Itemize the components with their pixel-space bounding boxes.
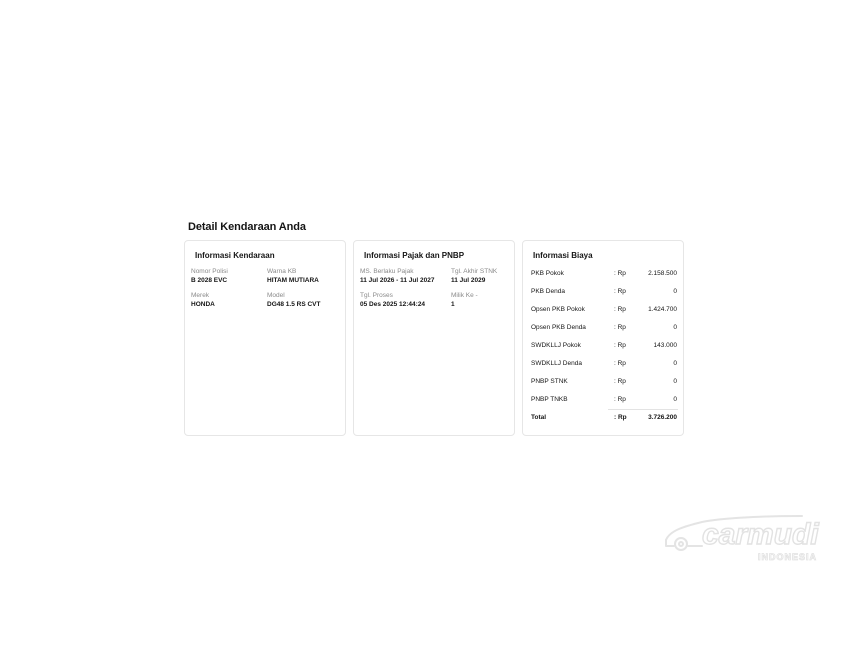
tgl-proses-value: 05 Des 2025 12:44:24 <box>360 301 426 308</box>
fee-currency: : Rp <box>614 270 626 277</box>
warna-kb-field <box>267 268 319 286</box>
fee-name: SWDKLLJ Denda <box>531 360 582 367</box>
ms-berlaku-value: 11 Jul 2026 - 11 Jul 2027 <box>360 277 435 284</box>
merek-value: HONDA <box>191 301 215 308</box>
fee-row <box>531 360 677 370</box>
fee-amount: 0 <box>673 360 677 367</box>
fee-amount: 0 <box>673 324 677 331</box>
fee-row <box>531 288 677 298</box>
fee-info-title: Informasi Biaya <box>533 251 593 260</box>
tgl-akhir-stnk-value: 11 Jul 2029 <box>451 277 486 284</box>
fee-currency: : Rp <box>614 378 626 385</box>
fee-row <box>531 342 677 352</box>
milik-ke-label: Milik Ke - <box>451 292 478 299</box>
fee-total-name: Total <box>531 414 547 421</box>
tgl-akhir-stnk-label: Tgl. Akhir STNK <box>451 268 498 275</box>
fee-total-row <box>531 414 677 424</box>
merek-label: Merek <box>191 292 210 299</box>
fee-name: Opsen PKB Pokok <box>531 306 585 313</box>
fee-currency: : Rp <box>614 306 626 313</box>
fee-name: PNBP TNKB <box>531 396 568 403</box>
fee-currency: : Rp <box>614 324 626 331</box>
fee-amount: 0 <box>673 378 677 385</box>
fee-row <box>531 270 677 280</box>
fee-row <box>531 396 677 406</box>
fee-currency: : Rp <box>614 342 626 349</box>
fee-row <box>531 306 677 316</box>
warna-kb-label: Warna KB <box>267 268 297 275</box>
tgl-akhir-stnk-field <box>451 268 497 286</box>
fee-info-card <box>522 240 684 436</box>
model-value: DG48 1.5 RS CVT <box>267 301 321 308</box>
fee-total-amount: 3.726.200 <box>648 414 677 421</box>
carmudi-watermark-logo <box>662 510 844 566</box>
car-outline-front <box>666 540 674 546</box>
fee-name: PKB Denda <box>531 288 565 295</box>
fee-row <box>531 378 677 388</box>
fee-name: Opsen PKB Denda <box>531 324 586 331</box>
fee-name: PKB Pokok <box>531 270 564 277</box>
fee-total-divider <box>608 409 678 410</box>
nomor-polisi-label: Nomor Polisi <box>191 268 228 275</box>
model-label: Model <box>267 292 285 299</box>
car-wheel-front-icon <box>675 538 687 550</box>
fee-currency: : Rp <box>614 396 626 403</box>
fee-name: PNBP STNK <box>531 378 568 385</box>
fee-total-currency: : Rp <box>614 414 627 421</box>
vehicle-info-title: Informasi Kendaraan <box>195 251 275 260</box>
nomor-polisi-value: B 2028 EVC <box>191 277 228 284</box>
tax-info-card <box>353 240 515 436</box>
watermark-sub-text: INDONESIA <box>758 552 818 562</box>
milik-ke-value: 1 <box>451 301 455 308</box>
vehicle-info-card <box>184 240 346 436</box>
warna-kb-value: HITAM MUTIARA <box>267 277 319 284</box>
ms-berlaku-label: MS. Berlaku Pajak <box>360 268 414 275</box>
nomor-polisi-field <box>191 268 228 286</box>
fee-amount: 0 <box>673 288 677 295</box>
fee-amount: 1.424.700 <box>648 306 677 313</box>
model-field <box>267 292 320 310</box>
tgl-proses-label: Tgl. Proses <box>360 292 393 299</box>
milik-ke-field <box>451 292 478 310</box>
fee-currency: : Rp <box>614 360 626 367</box>
merek-field <box>191 292 215 310</box>
watermark-brand-text: carmudi <box>702 518 819 551</box>
fee-name: SWDKLLJ Pokok <box>531 342 581 349</box>
ms-berlaku-field <box>360 268 434 286</box>
fee-amount: 143.000 <box>653 342 677 349</box>
tgl-proses-field <box>360 292 425 310</box>
tax-info-title: Informasi Pajak dan PNBP <box>364 251 465 260</box>
page-title: Detail Kendaraan Anda <box>188 221 306 233</box>
fee-currency: : Rp <box>614 288 626 295</box>
fee-row <box>531 324 677 334</box>
fee-amount: 2.158.500 <box>648 270 677 277</box>
fee-amount: 0 <box>673 396 677 403</box>
